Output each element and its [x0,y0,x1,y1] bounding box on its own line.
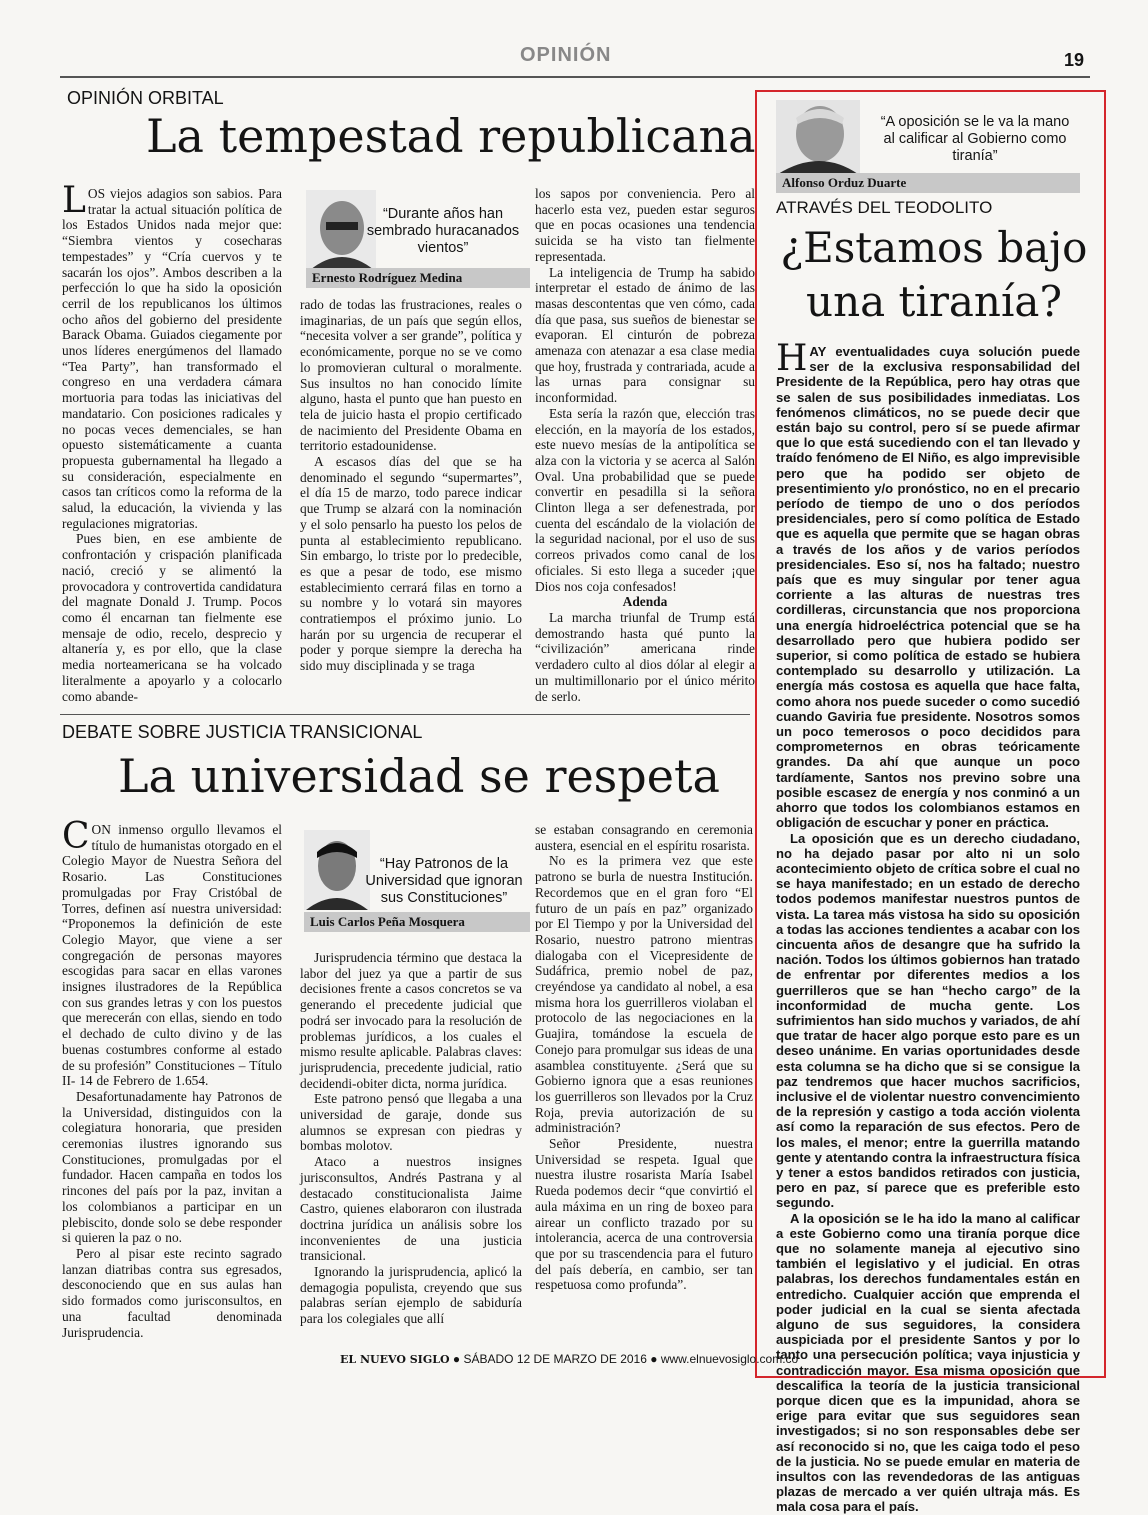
issue-date: SÁBADO 12 DE MARZO DE 2016 [463,1352,647,1366]
article1-col1 [62,180,282,704]
footer [340,1352,798,1366]
article2-col3 [535,822,753,1293]
article2-quote: “Hay Patronos de la Universidad que ignoran sus Constituciones” [365,856,523,906]
paragraph: Jurisprudencia término que destaca la labor del juez ya que a partir de sus decisiones frente a casos concretos se va generando el precedente judicial que podrá ser invocado para la resolución de problemas jurídicos, a los cuales el mismo resulte aplicable. Palabras claves: jurisprudencia, precedente judicial, ratio decidendi-obiter dicta, norma jurídica. [300,950,522,1091]
paragraph: La oposición que es un derecho ciudadano, no ha dejado pasar por alto ni un solo acontecimiento objeto de crítica sobre el cual no se haya manifestado; en un estado de derecho todos podemos manifestar nuestros puntos de vista. La tarea más vistosa ha sido su oposición a todas las acciones tendientes a acabar con los cincuenta años de desangre que ha sufrido la nación. Todos los últimos gobiernos han tratado de enfrentar por diferentes medios a los guerrilleros que se han “hecho cargo” de la inconformidad de mucha gente. Los sufrimientos han sido muchos y variados, de ahí que tratar de hacer algo porque esto pare es un deseo unánime. En varias oportunidades desde esta columna se ha dicho que si se consigue la paz tendremos que hacer muchos sacrificios, inclusive el de violentar nuestro convencimiento de la represión y castigo a toda acción violenta así como la reparación de sus efectos. Pero de los males, el menor; entre la guerrilla matando gente y atentando contra la infraestructura física y tener a estos bandidos retirados con justicia, pero en paz, sí parece que es preferible esto segundo. [776,830,1080,1211]
header-rule [60,76,1090,78]
paragraph: Este patrono pensó que llegaba a una universidad de garaje, donde sus alumnos se expresan con piedras y bombas molotov. [300,1091,522,1154]
paragraph: No es la primera vez que este patrono se burla de nuestra Institución. Recordemos que en el gran foro “El futuro de un país en paz” organizado por El Tiempo y por la Universidad del Rosario, nuestro patrono mientras dialogaba con el Vicepresidente de Sudáfrica, premio nobel de paz, creyéndose ya candidato al nobel, a esa misma hora los guerrilleros violaban el protocolo de las negociaciones en la Guajira, tomándose la escuela de Conejo para promulgar sus ideas de una asamblea constituyente. ¿Será que su Gobierno ignora que a esas reuniones los guerrilleros son llevados por la Cruz Roja, previa autorización de su administración? [535,853,753,1136]
dropcap: L [62,180,86,221]
paragraph: los sapos por conveniencia. Pero al hacerlo esta vez, pueden estar seguros que en pocas ocasiones una tendencia suicida se ha visto tan fielmente representada. [535,186,755,264]
article2-col1 [62,816,282,1340]
article1-kicker: OPINIÓN ORBITAL [67,88,224,108]
newspaper-name: EL NUEVO SIGLO [340,1353,450,1366]
article2-author: Luis Carlos Peña Mosquera [304,912,530,932]
paragraph: Ataco a nuestros insignes jurisconsultos, Andrés Pastrana y al destacado constitucionalista Jaime Castro, quienes elaboraron con ilustrada doctrina jurídica un análisis sobre los inconvenientes de una justicia transicional. [300,1154,522,1264]
paragraph: rado de todas las frustraciones, reales o imaginarias, de un país que según ellos, “necesita volver a ser grande”, política y económicamente, porque no se ve como lo promovieran cultural o moralmente. Sus insultos no han conocido límite alguno, hasta el punto que han puesto en tela de juicio hasta el propio certificado de nacimiento del Presidente Obama en territorio estadounidense. [300,297,522,454]
article1-col3 [535,186,755,704]
article1-quote: “Durante años han sembrado huracanados vientos” [366,206,520,256]
article2-col2 [300,950,522,1327]
article3-kicker: ATRAVÉS DEL TEODOLITO [776,198,993,217]
article1-title: La tempestad republicana [146,109,756,163]
paragraph: se estaban consagrando en ceremonia austera, esencial en el espíritu rosarista. [535,822,753,853]
author-photo [776,100,860,174]
subhead: Adenda [622,594,668,610]
article3-quote: “A oposición se le va la mano al calificar al Gobierno como tiranía” [880,114,1070,164]
article1-author: Ernesto Rodríguez Medina [306,268,530,288]
website-link[interactable]: www.elnuevosiglo.com.co [660,1352,799,1366]
article-divider [60,714,750,715]
paragraph: ON inmenso orgullo llevamos el título de humanistas otorgado en el Colegio Mayor de Nuestra Señora del Rosario. Las Constituciones promulgadas por Fray Cristóbal de Torres, definen así nuestra universidad: “Proponemos la definición de este Colegio Mayor, que viene a ser congregación de personas mayores escogidas para sacar en ellas varones insignes ilustradores de la República con sus grandes letras y con los puestos que merecerán con ellas, siendo en todo el dechado de culto divino y de las buenas costumbres conforme al estado de su profesión” Constituciones – Título II- 14 de Febrero de 1.654. [62,822,282,1089]
paragraph: A escasos días del que se ha denominado el segundo “supermartes”, el día 15 de marzo, todo parece indicar que Trump se alzará con la nominación y el solo pensarlo ha puesto los pelos de punta al establecimiento republicano. Sin embargo, lo triste por lo predecible, es que a pesar de todo, ese mismo establecimiento cerrará filas en torno a su nombre y lo votará sin mayores contratiempos el próximo junio. Lo harán por su urgencia de recuperar el poder y porque siempre la derecha ha sido muy disciplinada y se traga [300,454,522,674]
article3-author: Alfonso Orduz Duarte [776,173,1080,193]
paragraph: La marcha triunfal de Trump está demostrando hasta qué punto la “civilización” americana rinde verdadero culto al dios dólar al elegir a un multimillonario por el único mérito de serlo. [535,609,755,704]
paragraph: Señor Presidente, nuestra Universidad se respeta. Igual que nuestra ilustre rosarista María Isabel Rueda podemos decir “que convirtió el aula máxima en un ring de boxeo para airear un conflicto trazado por su intolerancia, acerca de una controversia que por su trascendencia para el futuro del país debería, en cambio, ser tan respetuosa como profunda”. [535,1136,753,1293]
paragraph: Desafortunadamente hay Patronos de la Universidad, distinguidos con la colegiatura honoraria, que presiden ceremonias ilustres ignorando sus Constituciones, promulgadas por el fundador. Hacen campaña en todos los rincones del país por la paz, invitan a los colombianos a participar en un plebiscito, donde solo se debe responder si quieren la paz o no. [62,1088,282,1246]
article1-col2 [300,297,522,674]
paragraph: Esta sería la razón que, elección tras elección, en la mayoría de los estados, este nuevo mesías de la antipolítica se alza con la victoria y se acerca al Salón Oval. Una probabilidad que se puede convertir en pesadilla si la señora Clinton llega a ser defenestrada, por cuenta del escándalo de la violación de la seguridad nacional, por el uso de sus correos privados como canal de los oficiales. Si esto llega a suceder ¡que Dios nos coja confesados! [535,405,755,594]
dropcap: H [776,338,808,379]
paragraph: La inteligencia de Trump ha sabido interpretar el estado de ánimo de las masas descontentas que ven cómo, cada día que pasa, sus sueños de bienestar se evaporan. El cinturón de pobreza amenaza con atenazar a esa clase media que hoy, frustrada y contrariada, acude a las urnas para consignar su inconformidad. [535,264,755,406]
paragraph: A la oposición se le ha ido la mano al calificar a este Gobierno como una tiranía porque dice que no solamente maneja al ejecutivo sino también el legislativo y el judicial. En otras palabras, los derechos fundamentales están en entredicho. Cualquier acción que emprenda el poder judicial en la cual se sienta afectada alguno de sus seguidores, la considera auspiciada por el presidente Santos y por lo tanto una persecución política; vaya injusticia y contradicción mayor. Esa misma oposición que descalifica la teoría de la justicia transicional porque dicen que es la impunidad, ahora se erige para evitar que sus seguidores sean investigados; si no son responsables debe ser así reconocido si no, que les caiga todo el peso de la justicia. No se puede emular en materia de insultos con las revendedoras de las antiguas plazas de mercado a ver quién ultraja más. Es mala cosa para el país. [776,1210,1080,1515]
article3-title-line1: ¿Estamos bajo [780,223,1088,272]
article2-title: La universidad se respeta [118,749,720,803]
paragraph: Pero al pisar este recinto sagrado lanzan diatribas contra sus egresados, desconociendo que en sus aulas han sido formados como jurisconsultos, en una facultad denominada Jurisprudencia. [62,1245,282,1340]
article2-kicker: DEBATE SOBRE JUSTICIA TRANSICIONAL [62,722,423,742]
dropcap: C [62,816,90,857]
paragraph: Ignorando la jurisprudencia, aplicó la demagogia populista, creyendo que sus palabras serían ejemplo de sabiduría para los colegiales que allí [300,1264,522,1327]
section-header: OPINIÓN [520,44,612,66]
bullet-icon: ● [650,1352,658,1366]
article3-title-line2: una tiranía? [806,277,1062,326]
article3-body [776,338,1080,1515]
bullet-icon: ● [452,1352,461,1366]
paragraph: Pues bien, en ese ambiente de confrontación y crispación planificada nació, creció y se alimentó la provocadora y controvertida candidatura del magnate Donald J. Trump. Pocos como él encarnan tan fielmente ese mensaje de odio, recelo, desprecio y altanería y, es por ello, que la clase media norteamericana se ha volcado literalmente a apoyarlo y a colocarlo como abande- [62,531,282,704]
page-number: 19 [1064,50,1085,70]
paragraph: OS viejos adagios son sabios. Para tratar la actual situación política de los Estados Unidos nada mejor que: “Siembra vientos y cosecharas tempestades” y “Cría cuervos y te sacarán los ojos”. Ambos describen a la perfección lo que ha sido la oposición cerril de los republicanos los últimos ocho años del gobierno del presidente Barack Obama. Guiados ciegamente por unos líderes energúmenos del llamado “Tea Party”, han transformado el congreso en una verdadera cámara mortuoria para todas las iniciativas del mandatario. Con posiciones radicales y no pocas veces demenciales, se han opuesto sistemáticamente a cuanta propuesta gubernamental ha llegado a su consideración, especialmente en casos tan críticos como la reforma de la salud, la educación, la vivienda y las regulaciones migratorias. [62,186,282,531]
paragraph: AY eventualidades cuya solución puede ser de la exclusiva responsabilidad del Presidente de la República, pero hay otras que se salen de sus posibilidades inmediatas. Los fenómenos climáticos, no se puede decir que están bajo su control, pero sí se puede afirmar que lo que está sucediendo con el tan llevado y traído fenómeno de El Niño, es algo imprevisible pero que ha podido ser objeto de presentimiento y/o pronóstico, no en el precario período de tiempo de uno o dos períodos presidenciales, pero sí como política de Estado que es aquella que permite que se hagan obras a través de los años y de varios períodos presidenciales. Eso sí, nos ha faltado; nuestro país que es muy singular por tener agua corriente a las alturas de nuestras tres cordilleras, circunstancia que nos proporciona una energía hidroeléctrica potencial que se ha desarrollado pero que hubiera podido ser superior, si como política de estado se hubiera contemplado su desarrollo y utilización. La energía más costosa es aquella que hace falta, como ahora nos puede suceder o como sucedió cuando Gaviria fue presidente. Nosotros somos un poco temerosos o poco decididos para comprometernos en obras teóricamente grandes. Da ahí que aunque un poco tardíamente, Santos nos previno sobre una posible escasez de energía y nos conminó a un ahorro que todos los colombianos estamos en obligación de escuchar y poner en práctica. [776,344,1080,831]
